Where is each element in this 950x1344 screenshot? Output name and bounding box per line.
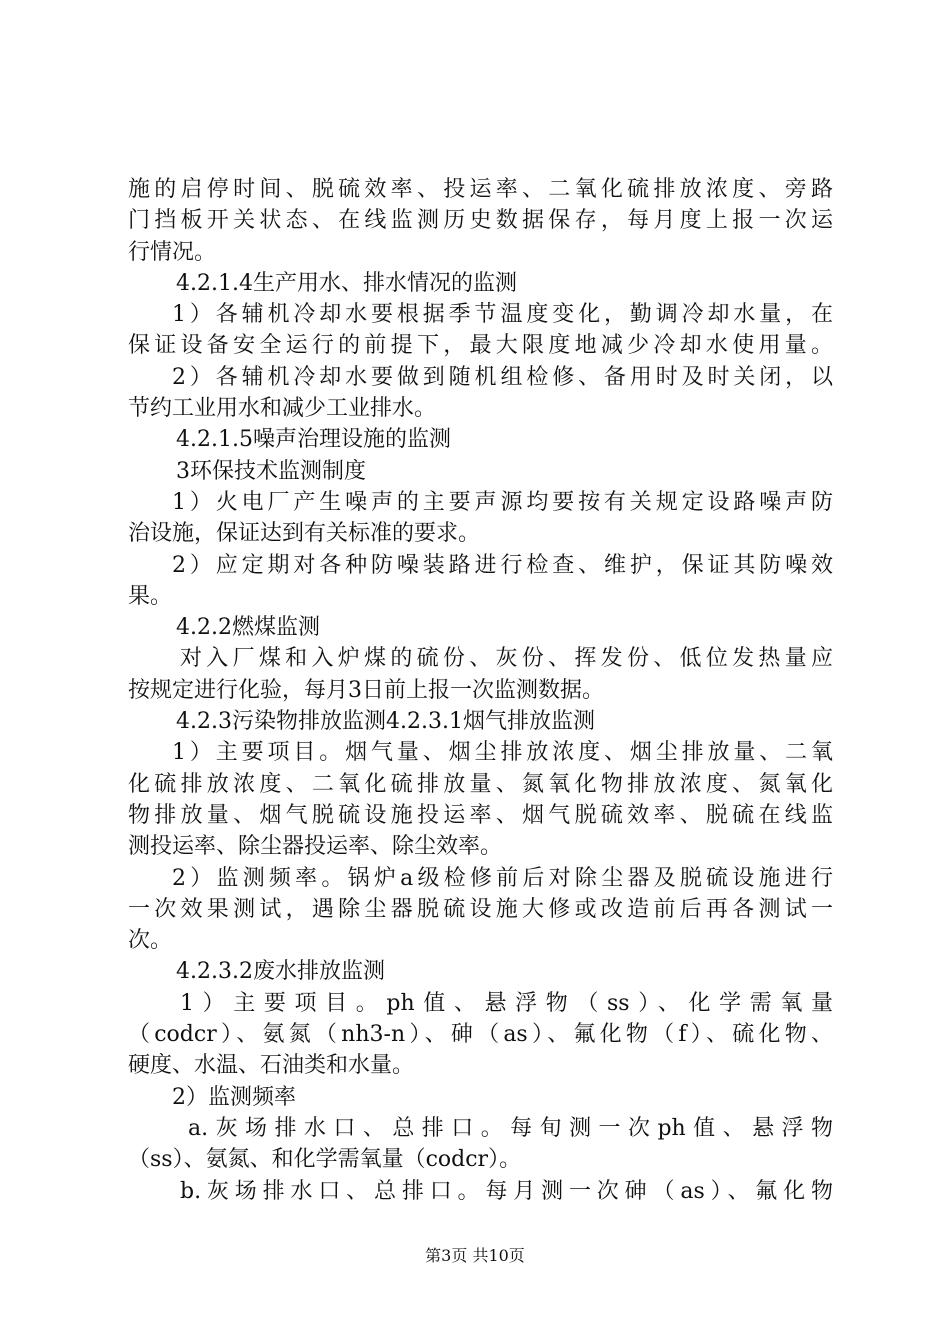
section-heading: 4.2.1.4生产用水、排水情况的监测 (176, 270, 517, 296)
document-body (128, 174, 833, 1207)
text-line: 测投运率、除尘器投运率、除尘效率。 (128, 834, 503, 860)
section-heading: 4.2.1.5噪声治理设施的监测 (176, 427, 451, 453)
text-line: 化硫排放浓度、二氧化硫排放量、氮氧化物排放浓度、氮氧化 (128, 771, 833, 797)
section-heading: 4.2.2燃煤监测 (176, 615, 320, 641)
text-line: 1）主要项目。ph值、悬浮物（ss）、化学需氧量 (180, 990, 833, 1016)
text-line: 节约工业用水和减少工业排水。 (128, 396, 437, 422)
text-line: 行情况。 (128, 239, 217, 265)
text-line: 一次效果测试，遇除尘器脱硫设施大修或改造前后再各测试一 (128, 896, 833, 922)
text-line: 2）应定期对各种防噪装路进行检查、维护，保证其防噪效 (172, 552, 833, 578)
text-line: 2）监测频率 (172, 1084, 296, 1110)
section-heading: 3环保技术监测制度 (176, 458, 366, 484)
text-line: 治设施，保证达到有关标准的要求。 (128, 521, 481, 547)
page-footer (0, 1243, 950, 1266)
text-line: 2）各辅机冷却水要做到随机组检修、备用时及时关闭，以 (172, 364, 833, 390)
text-line: b.灰场排水口、总排口。每月测一次砷（as）、氟化物 (180, 1178, 833, 1204)
section-heading: 4.2.3.2废水排放监测 (176, 959, 385, 985)
text-line: 1）主要项目。烟气量、烟尘排放浓度、烟尘排放量、二氧 (172, 740, 833, 766)
text-line: a.灰场排水口、总排口。每旬测一次ph值、悬浮物 (188, 1115, 833, 1141)
text-line: 保证设备安全运行的前提下，最大限度地减少冷却水使用量。 (128, 333, 833, 359)
text-line: 施的启停时间、脱硫效率、投运率、二氧化硫排放浓度、旁路 (128, 177, 833, 202)
text-line: （codcr）、氨氮（nh3-n）、砷（as）、氟化物（f）、硫化物、 (128, 1022, 833, 1048)
text-line: 次。 (128, 928, 173, 954)
page-number-label: 第3页 共10页 (425, 1246, 525, 1265)
section-heading: 4.2.3污染物排放监测4.2.3.1烟气排放监测 (176, 709, 595, 735)
text-line: 按规定进行化验，每月3日前上报一次监测数据。 (128, 677, 604, 703)
text-line: 硬度、水温、石油类和水量。 (128, 1053, 415, 1079)
text-line: 1）各辅机冷却水要根据季节温度变化，勤调冷却水量，在 (172, 302, 833, 328)
text-line: （ss）、氨氮、和化学需氧量（codcr）。 (128, 1147, 522, 1173)
text-line: 门挡板开关状态、在线监测历史数据保存，每月度上报一次运 (128, 208, 833, 234)
text-line: 物排放量、烟气脱硫设施投运率、烟气脱硫效率、脱硫在线监 (128, 802, 833, 828)
text-line: 1）火电厂产生噪声的主要声源均要按有关规定设路噪声防 (172, 489, 833, 515)
text-line: 对入厂煤和入炉煤的硫份、灰份、挥发份、低位发热量应 (180, 646, 833, 672)
text-line: 果。 (128, 583, 173, 609)
text-line: 2）监测频率。锅炉a级检修前后对除尘器及脱硫设施进行 (172, 865, 833, 891)
